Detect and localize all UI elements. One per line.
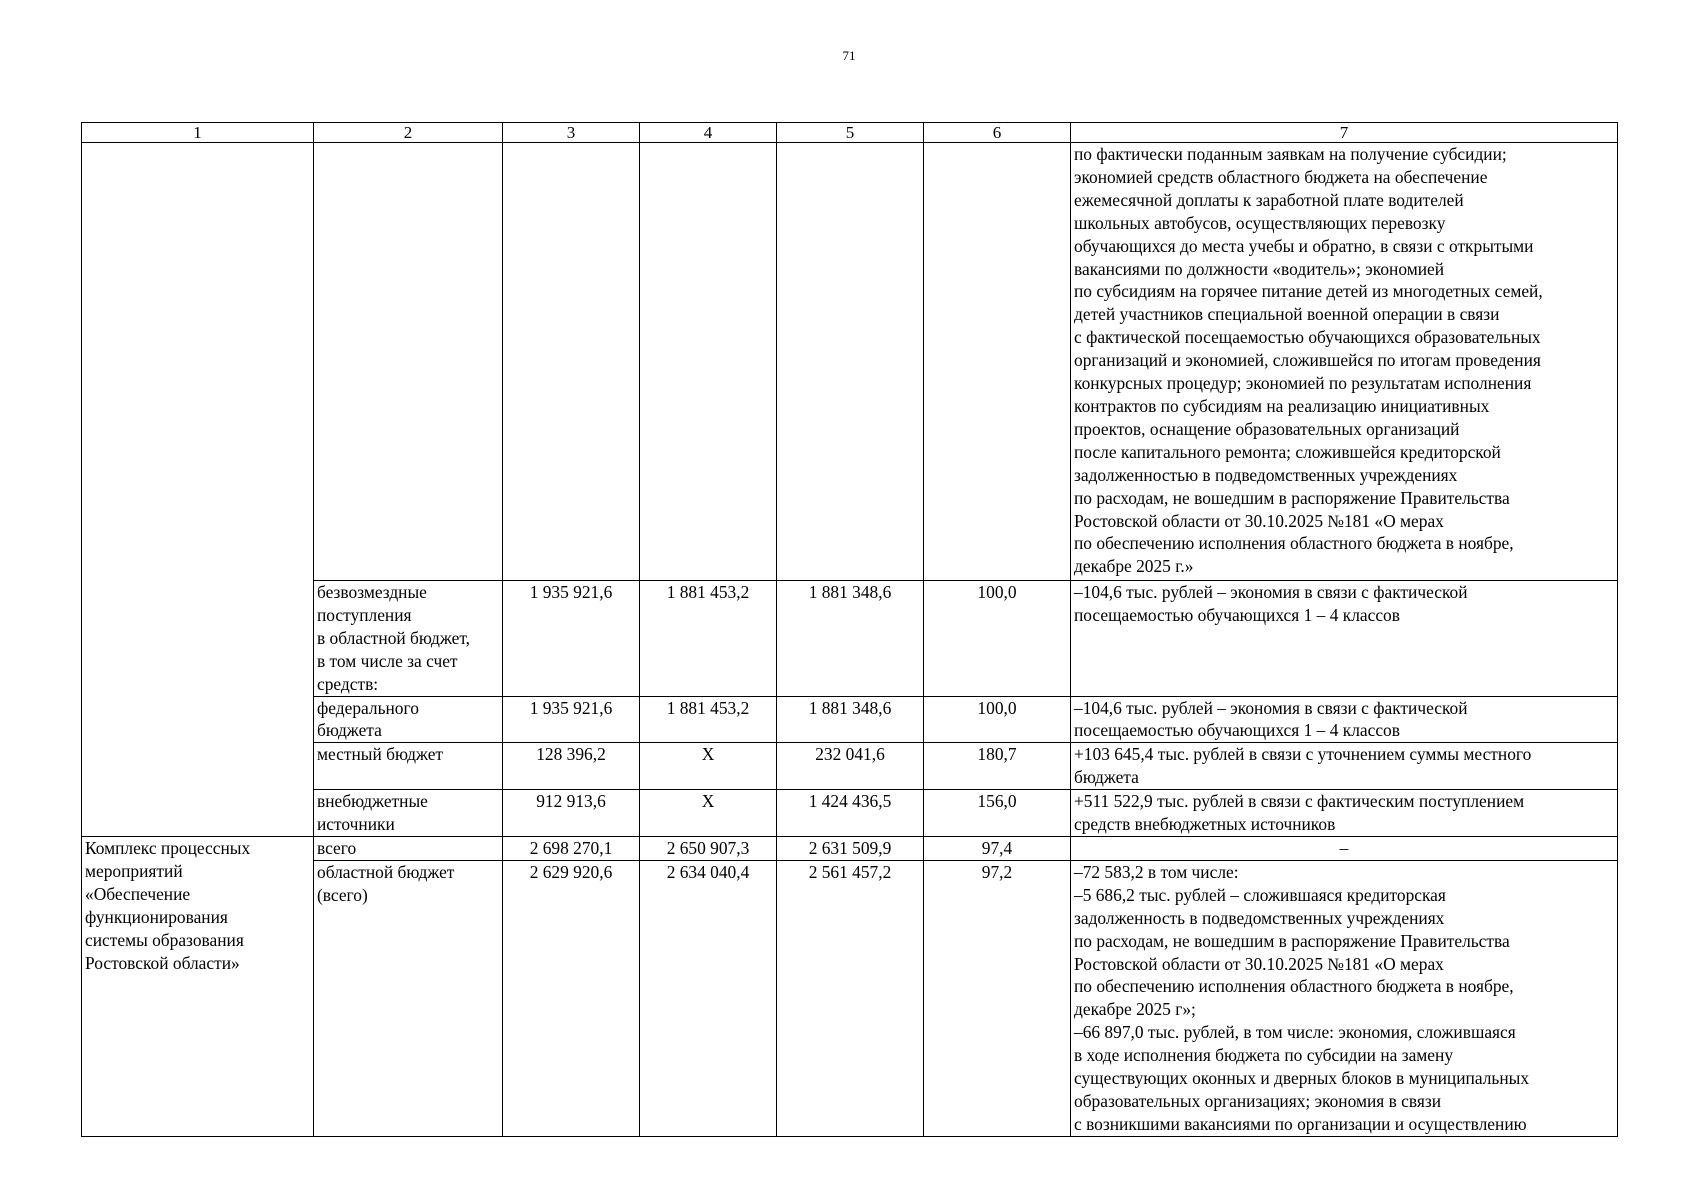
value-cell: 912 913,6 (503, 790, 640, 837)
value-cell: Х (640, 790, 777, 837)
value-cell: 97,2 (924, 860, 1071, 1136)
column-header: 1 (82, 123, 314, 143)
value-cell (924, 143, 1071, 581)
value-cell: 2 698 270,1 (503, 836, 640, 860)
value-cell: 1 881 453,2 (640, 696, 777, 743)
source-cell (314, 143, 503, 581)
value-cell: Х (640, 743, 777, 790)
comment-cell: –104,6 тыс. рублей – экономия в связи с фактической посещаемостью обучающихся 1 – 4 классов (1071, 581, 1618, 697)
value-cell (777, 143, 924, 581)
column-number-row (82, 123, 1618, 143)
value-cell: 1 935 921,6 (503, 581, 640, 697)
value-cell: 232 041,6 (777, 743, 924, 790)
value-cell: 156,0 (924, 790, 1071, 837)
comment-cell: –104,6 тыс. рублей – экономия в связи с фактической посещаемостью обучающихся 1 – 4 классов (1071, 696, 1618, 743)
value-cell: 2 561 457,2 (777, 860, 924, 1136)
value-cell: 97,4 (924, 836, 1071, 860)
comment-cell: +103 645,4 тыс. рублей в связи с уточнением суммы местного бюджета (1071, 743, 1618, 790)
report-table (81, 122, 1618, 1137)
value-cell: 2 629 920,6 (503, 860, 640, 1136)
value-cell: 1 881 348,6 (777, 696, 924, 743)
value-cell: 100,0 (924, 581, 1071, 697)
source-cell: безвозмездные поступления в областной бюджет, в том числе за счет средств: (314, 581, 503, 697)
column-header: 6 (924, 123, 1071, 143)
value-cell: 128 396,2 (503, 743, 640, 790)
comment-cell: +511 522,9 тыс. рублей в связи с фактическим поступлением средств внебюджетных источников (1071, 790, 1618, 837)
measure-name-cell: Комплекс процессных мероприятий «Обеспечение функционирования системы образования Ростовской области» (82, 836, 314, 1136)
column-header: 4 (640, 123, 777, 143)
source-cell: внебюджетные источники (314, 790, 503, 837)
value-cell: 1 881 453,2 (640, 581, 777, 697)
column-header: 7 (1071, 123, 1618, 143)
source-cell: всего (314, 836, 503, 860)
value-cell: 100,0 (924, 696, 1071, 743)
value-cell (503, 143, 640, 581)
source-cell: федерального бюджета (314, 696, 503, 743)
table-row (82, 143, 1618, 581)
value-cell: 1 881 348,6 (777, 581, 924, 697)
value-cell: 1 424 436,5 (777, 790, 924, 837)
column-header: 5 (777, 123, 924, 143)
value-cell: 1 935 921,6 (503, 696, 640, 743)
column-header: 2 (314, 123, 503, 143)
value-cell: 2 634 040,4 (640, 860, 777, 1136)
table-row (82, 836, 1618, 860)
value-cell: 180,7 (924, 743, 1071, 790)
value-cell: 2 631 509,9 (777, 836, 924, 860)
comment-cell: – (1071, 836, 1618, 860)
value-cell (640, 143, 777, 581)
source-cell: областной бюджет (всего) (314, 860, 503, 1136)
column-header: 3 (503, 123, 640, 143)
value-cell: 2 650 907,3 (640, 836, 777, 860)
page-number: 71 (842, 48, 856, 63)
comment-cell: по фактически поданным заявкам на получение субсидии; экономией средств областного бюджета на обеспечение ежемесячной доплаты к заработной плате водителей школьных автобусов, осуществляющих перевозку обучающихся до места учебы и обратно, в связи с открытыми вакансиями по должности «водитель»; экономией по субсидиям на горячее питание детей из многодетных семей, детей участников специальной военной операции в связи с фактической посещаемостью обучающихся образовательных организаций и экономией, сложившейся по итогам проведения конкурсных процедур; экономией по результатам исполнения контрактов по субсидиям на реализацию инициативных проектов, оснащение образовательных организаций после капитального ремонта; сложившейся кредиторской задолженностью в подведомственных учреждениях по расходам, не вошедшим в распоряжение Правительства Ростовской области от 30.10.2025 №181 «О мерах по обеспечению исполнения областного бюджета в ноябре, декабре 2025 г.» (1071, 143, 1618, 581)
source-cell: местный бюджет (314, 743, 503, 790)
comment-cell: –72 583,2 в том числе: –5 686,2 тыс. рублей – сложившаяся кредиторская задолженность в подведомственных учреждениях по расходам, не вошедшим в распоряжение Правительства Ростовской области от 30.10.2025 №181 «О мерах по обеспечению исполнения областного бюджета в ноябре, декабре 2025 г»; –66 897,0 тыс. рублей, в том числе: экономия, сложившаяся в ходе исполнения бюджета по субсидии на замену существующих оконных и дверных блоков в муниципальных образовательных организациях; экономия в связи с возникшими вакансиями по организации и осуществлению (1071, 860, 1618, 1136)
measure-name-cell-continued (82, 143, 314, 837)
